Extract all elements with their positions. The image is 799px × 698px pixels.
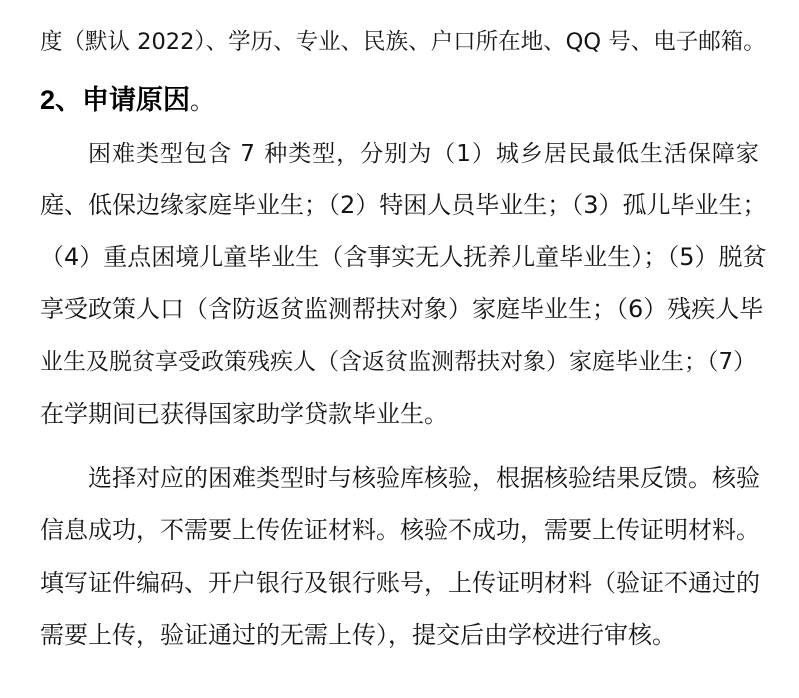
paragraph-line: 选择对应的困难类型时与核验库核验，根据核验结果反馈。核验 <box>88 464 760 492</box>
paragraph-line: 业生及脱贫享受政策残疾人（含返贫监测帮扶对象）家庭毕业生；（7） <box>40 349 757 375</box>
section-heading <box>40 83 214 118</box>
paragraph-line: 在学期间已获得国家助学贷款毕业生。 <box>40 400 448 428</box>
paragraph-line: 填写证件编码、开户银行及银行账号，上传证明材料（验证不通过的 <box>40 569 760 597</box>
paragraph-line: 享受政策人口（含防返贫监测帮扶对象）家庭毕业生；（6）残疾人毕 <box>40 295 764 323</box>
continuation-line: 度（默认 2022）、学历、专业、民族、户口所在地、QQ 号、电子邮箱。 <box>40 29 766 55</box>
paragraph-line: 需要上传，验证通过的无需上传），提交后由学校进行审核。 <box>40 621 676 649</box>
paragraph-line: 庭、低保边缘家庭毕业生；（2）特困人员毕业生；（3）孤儿毕业生； <box>40 191 767 219</box>
paragraph-line: 困难类型包含 7 种类型，分别为（1）城乡居民最低生活保障家 <box>88 141 760 167</box>
section-number: 2、 <box>40 85 83 115</box>
paragraph-line: 信息成功，不需要上传佐证材料。核验不成功，需要上传证明材料。 <box>40 516 760 544</box>
paragraph-line: （4）重点困境儿童毕业生（含事实无人抚养儿童毕业生）；（5）脱贫 <box>40 243 767 271</box>
section-title: 申请原因 <box>82 85 191 116</box>
section-title-punct: 。 <box>190 87 215 115</box>
